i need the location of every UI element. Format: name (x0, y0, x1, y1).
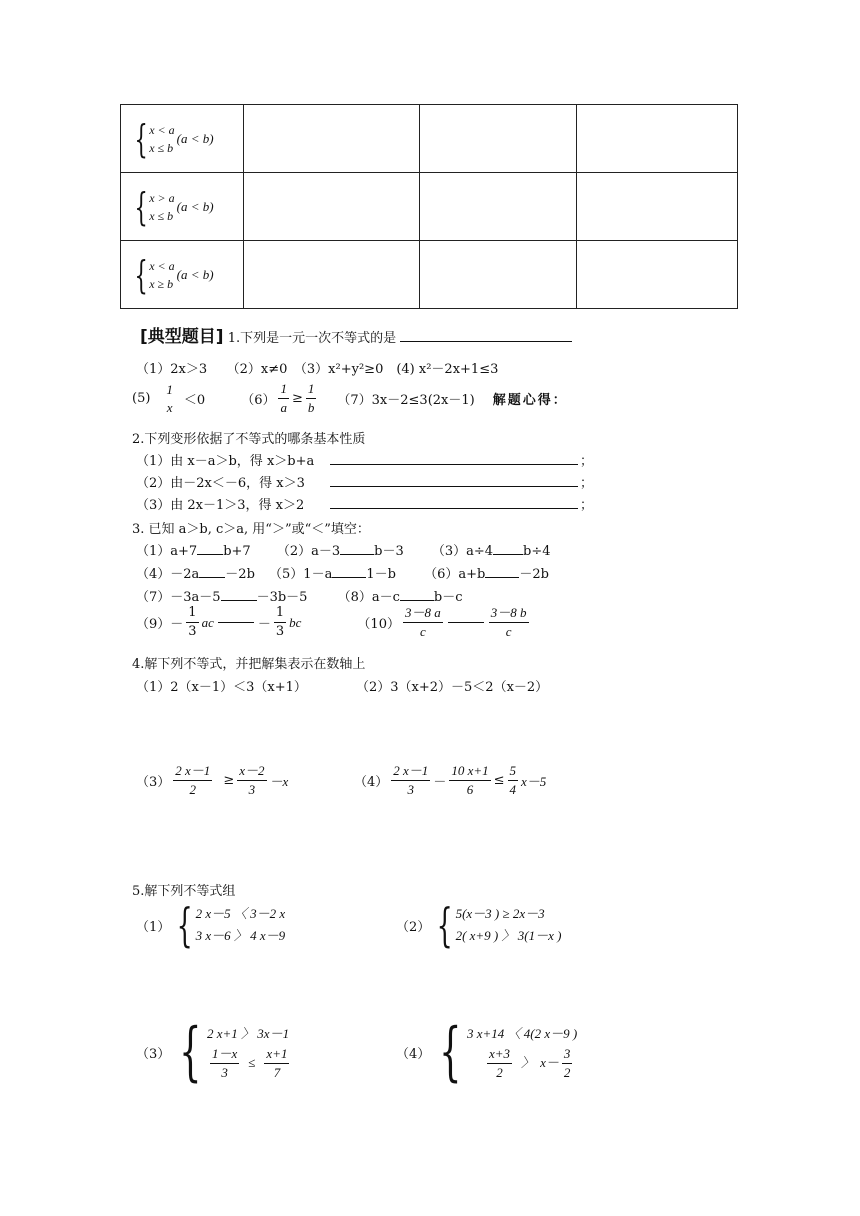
question-4-item: （1）2（x－1）＜3（x+1） (136, 680, 307, 695)
system-cell (121, 173, 244, 241)
table-cell[interactable] (577, 105, 738, 173)
denominator: x (166, 399, 173, 415)
question-3-row (136, 586, 463, 605)
relation-symbol: ≥ (223, 773, 235, 788)
answer-blank[interactable] (330, 508, 578, 509)
fraction (489, 604, 529, 641)
q3-expr: （5）1－a (269, 567, 333, 582)
question-1 (140, 322, 572, 347)
system-line (467, 1045, 577, 1082)
table-cell[interactable] (244, 173, 420, 241)
numerator: x－2 (237, 762, 266, 781)
fraction (508, 762, 519, 799)
answer-blank[interactable] (400, 600, 434, 601)
system-line: x ≥ b (149, 276, 174, 291)
answer-blank[interactable] (332, 577, 366, 578)
semicolon: ； (580, 476, 594, 491)
q3-expr: －2b (225, 567, 255, 582)
question-4-item: （2）3（x+2）－5＜2（x－2） (356, 680, 549, 695)
question-2-item (136, 472, 596, 491)
q4-expr: －x (269, 774, 289, 789)
question-1-options: （1）2x＞3 （2）x≠0 （3）x²+y²≥0 (4) x²－2x+1≤3 (136, 362, 499, 377)
q3-expr: bc (289, 614, 302, 630)
system-line: 5(x－3 ) ≥ 2x－3 (455, 906, 545, 921)
denominator: 7 (273, 1064, 281, 1080)
system-line: x ≤ b (149, 140, 174, 155)
question-5-title: 5.解下列不等式组 (132, 884, 236, 899)
item-label: （3） (136, 1046, 171, 1062)
answer-blank[interactable] (199, 577, 225, 578)
question-2-item (136, 494, 596, 513)
question-4-item-4 (354, 762, 546, 799)
q3-expr: （8）a－c (337, 590, 400, 605)
q5-expr: x－ (540, 1055, 559, 1070)
fraction (403, 604, 443, 641)
numerator: 5 (508, 762, 519, 781)
inequality-system: { 2 x－5 〈 3－2 x 3 x－6 〉 4 x－9 (176, 898, 286, 952)
inequality-system: { x > a x ≤ b (a < b) (134, 184, 214, 229)
inequality-system: { x < a x ≥ b (a < b) (134, 252, 214, 297)
q4-expr: x－5 (521, 774, 547, 789)
fraction (264, 1045, 289, 1082)
denominator: 3 (248, 782, 256, 797)
fraction (210, 1045, 239, 1082)
system-line: x < a (149, 258, 175, 273)
answer-blank[interactable] (485, 577, 519, 578)
table-cell[interactable] (420, 173, 577, 241)
option-label: (5) (132, 391, 151, 406)
numerator: 1 (306, 380, 317, 399)
question-5-item-4 (396, 1015, 578, 1089)
denominator: 3 (275, 624, 285, 639)
solution-set-table (120, 104, 738, 309)
fraction (391, 762, 430, 799)
option-label: （6） (241, 393, 276, 408)
numerator: 1 (274, 604, 286, 623)
system-cell (121, 241, 244, 309)
table-row (121, 173, 738, 241)
denominator: 2 (496, 1064, 503, 1080)
numerator: 1 (186, 604, 198, 623)
fraction (237, 762, 266, 799)
denominator: a (280, 400, 287, 415)
fraction (278, 380, 289, 417)
answer-blank[interactable] (330, 464, 578, 465)
q4-expr: － (433, 775, 447, 790)
numerator: 1 (166, 381, 173, 397)
system-cell (121, 105, 244, 173)
item-label: （4） (396, 1046, 431, 1062)
notes-label: 解题心得： (492, 393, 568, 408)
denominator: 3 (221, 1064, 228, 1080)
fraction (449, 762, 490, 799)
system-line: 3 x－6 〉 4 x－9 (195, 928, 286, 943)
answer-blank[interactable] (221, 600, 257, 601)
table-cell[interactable] (577, 241, 738, 309)
fraction (562, 1045, 573, 1082)
denominator: 4 (509, 782, 517, 797)
item-label: （4） (354, 775, 389, 790)
answer-blank[interactable] (493, 554, 523, 555)
system-condition: (a < b) (176, 130, 214, 146)
system-condition: (a < b) (176, 198, 214, 214)
answer-blank[interactable] (340, 554, 374, 555)
question-2-text: （2）由－2x＜－6，得 x＞3 (136, 476, 305, 491)
fraction (186, 604, 198, 641)
denominator: 2 (189, 782, 197, 797)
numerator: 2 x－1 (391, 762, 430, 781)
question-1-text: 1.下列是一元一次不等式的是 (227, 331, 397, 346)
system-line: 3 x+14 〈 4(2 x－9 ) (467, 1025, 578, 1041)
answer-blank[interactable] (448, 622, 484, 623)
question-3-title: 3. 已知 a＞b, c＞a, 用“＞”或“＜”填空： (132, 522, 370, 537)
q3-expr: － (257, 617, 271, 632)
q3-expr: －2b (519, 567, 549, 582)
relation-symbol: ≤ (248, 1055, 256, 1070)
fraction (173, 762, 212, 799)
numerator: 10 x+1 (449, 762, 490, 781)
numerator: x+1 (264, 1045, 289, 1064)
semicolon: ； (580, 498, 594, 513)
table-cell[interactable] (244, 105, 420, 173)
numerator: 1 (278, 380, 289, 399)
table-row (121, 241, 738, 309)
numerator: 3－8 b (489, 604, 529, 623)
system-condition: (a < b) (176, 266, 214, 282)
q3-expr: （1）a+7 (136, 544, 198, 559)
fraction (274, 604, 286, 641)
table-cell[interactable] (420, 241, 577, 309)
fraction (487, 1045, 512, 1082)
numerator: 3 (562, 1045, 573, 1064)
system-line: 2( x+9 ) 〉 3(1－x ) (455, 928, 562, 943)
inequality-system: { 3 x+14 〈 4(2 x－9 ) $\frac{x+3}{2}$ 〉 x－ $\frac{3}{2}$ (439, 1015, 578, 1089)
question-3-row (136, 604, 532, 641)
fraction (306, 380, 317, 417)
q3-expr: （6）a+b (424, 567, 486, 582)
q3-expr: （10） (357, 617, 400, 632)
q3-expr: b－3 (374, 544, 404, 559)
system-line: x > a (149, 190, 175, 205)
denominator: 6 (466, 782, 474, 797)
question-5-item-2 (396, 898, 562, 952)
item-label: （2） (396, 919, 431, 935)
relation-symbol: ≤ (493, 773, 505, 788)
numerator: x+3 (487, 1045, 512, 1064)
answer-blank[interactable] (330, 486, 578, 487)
answer-blank[interactable] (400, 341, 572, 342)
fraction (164, 381, 175, 417)
option-text: （7）3x－2≤3(2x－1) (337, 393, 475, 408)
answer-blank[interactable] (218, 622, 254, 623)
question-5-item-1 (136, 898, 286, 952)
q3-expr: （2）a－3 (276, 544, 341, 559)
option-text: ＜0 (183, 393, 206, 408)
table-row (121, 105, 738, 173)
question-3-row (136, 540, 551, 559)
system-line: x < a (149, 122, 175, 137)
question-2-item (136, 450, 596, 469)
table-cell[interactable] (577, 173, 738, 241)
section-heading: [典型题目] (140, 327, 224, 347)
inequality-system: { 2 x+1 〉 3x－1 $\frac{1-x}{3}$ ≤ $\frac{x+1}{7}$ (170, 1020, 292, 1084)
q3-expr: b÷4 (523, 544, 551, 559)
q3-expr: b+7 (223, 544, 251, 559)
system-line: 2 x+1 〉 3x－1 (207, 1025, 290, 1041)
table-cell[interactable] (420, 105, 577, 173)
system-line: 2 x－5 〈 3－2 x (195, 906, 286, 921)
q3-expr: －3b－5 (256, 590, 308, 605)
denominator: c (419, 624, 426, 639)
question-1-options-row2 (132, 380, 568, 417)
question-4-title: 4.解下列不等式，并把解集表示在数轴上 (132, 657, 366, 672)
q3-expr: （7）－3a－5 (136, 590, 221, 605)
q3-expr: ac (201, 614, 214, 630)
question-2-text: （1）由 x－a＞b，得 x＞b+a (136, 454, 315, 469)
q3-expr: b－c (433, 590, 463, 605)
system-line: x ≤ b (149, 208, 174, 223)
denominator: 3 (407, 782, 415, 797)
denominator: 3 (188, 624, 197, 639)
semicolon: ； (580, 454, 594, 469)
answer-blank[interactable] (197, 554, 223, 555)
table-cell[interactable] (244, 241, 420, 309)
q3-expr: 1－b (366, 567, 396, 582)
q3-expr: （4）－2a (136, 567, 200, 582)
question-2-text: （3）由 2x－1＞3，得 x＞2 (136, 498, 305, 513)
question-4-item-3 (136, 762, 288, 799)
denominator: c (505, 624, 512, 639)
question-5-item-3 (136, 1015, 292, 1089)
denominator: 2 (563, 1064, 571, 1080)
item-label: （3） (136, 775, 171, 790)
denominator: b (307, 400, 315, 415)
numerator: 1－x (210, 1045, 239, 1064)
numerator: 2 x－1 (173, 762, 212, 781)
q3-expr: （3）a÷4 (431, 544, 494, 559)
numerator: 3－8 a (403, 604, 443, 623)
question-2-title: 2.下列变形依据了不等式的哪条基本性质 (132, 432, 366, 447)
relation-symbol: ≥ (291, 391, 303, 406)
item-label: （1） (136, 919, 171, 935)
question-3-row (136, 563, 549, 582)
inequality-system: { 5(x－3 ) ≥ 2x－3 2( x+9 ) 〉 3(1－x ) (436, 898, 562, 952)
inequality-system: { x < a x ≤ b (a < b) (134, 116, 214, 161)
system-line (207, 1045, 292, 1082)
q3-expr: （9）－ (136, 617, 184, 632)
relation-symbol: 〉 (521, 1055, 535, 1070)
